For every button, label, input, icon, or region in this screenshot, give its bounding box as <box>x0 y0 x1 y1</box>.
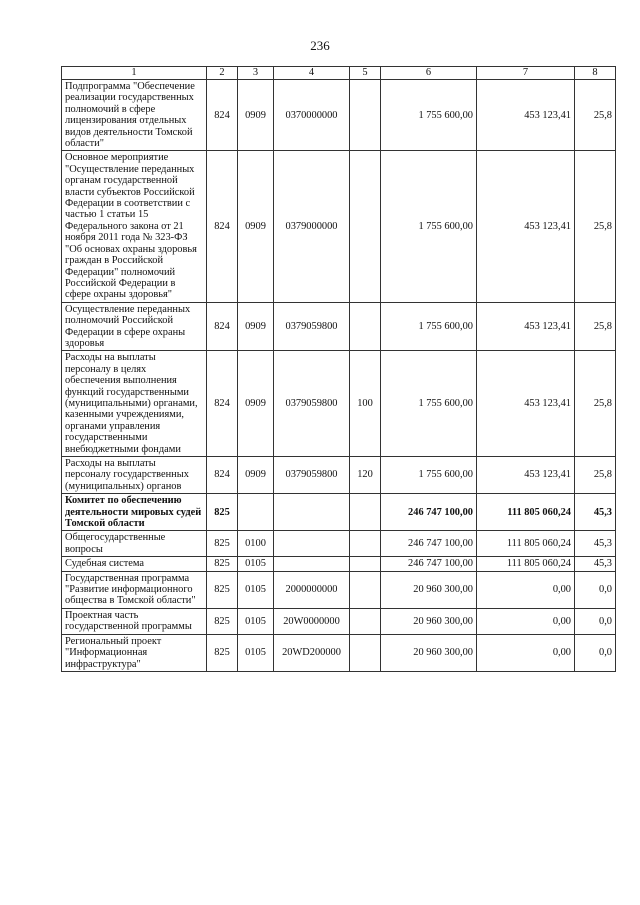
actual-amount-cell: 453 123,41 <box>477 80 575 151</box>
admin-code-cell: 825 <box>207 571 238 608</box>
section-code-cell: 0909 <box>238 302 274 351</box>
table-row <box>62 151 616 302</box>
admin-code-cell: 825 <box>207 557 238 571</box>
admin-code-cell: 825 <box>207 494 238 531</box>
target-code-cell: 2000000000 <box>274 571 350 608</box>
row-name-cell: Судебная система <box>62 557 207 571</box>
percent-cell: 25,8 <box>575 302 616 351</box>
row-name-cell: Расходы на выплаты персоналу государственных (муниципальных) органов <box>62 457 207 494</box>
plan-amount-cell: 1 755 600,00 <box>381 80 477 151</box>
table-row <box>62 351 616 457</box>
plan-amount-cell: 246 747 100,00 <box>381 494 477 531</box>
table-row <box>62 634 616 671</box>
table-row <box>62 80 616 151</box>
plan-amount-cell: 246 747 100,00 <box>381 557 477 571</box>
expense-type-cell <box>350 571 381 608</box>
actual-amount-cell: 453 123,41 <box>477 151 575 302</box>
header-cell: 3 <box>238 67 274 80</box>
plan-amount-cell: 1 755 600,00 <box>381 302 477 351</box>
budget-table <box>61 66 616 672</box>
percent-cell: 45,3 <box>575 557 616 571</box>
admin-code-cell: 825 <box>207 608 238 634</box>
section-code-cell: 0909 <box>238 151 274 302</box>
expense-type-cell <box>350 80 381 151</box>
plan-amount-cell: 246 747 100,00 <box>381 531 477 557</box>
table-header-row <box>62 67 616 80</box>
table-row <box>62 557 616 571</box>
header-cell: 1 <box>62 67 207 80</box>
table-row <box>62 494 616 531</box>
admin-code-cell: 824 <box>207 302 238 351</box>
table-row <box>62 457 616 494</box>
target-code-cell: 20WD200000 <box>274 634 350 671</box>
row-name-cell: Расходы на выплаты персоналу в целях обеспечения выполнения функций государственными (муниципальными) органами, казенными учреждениями, органами управления государственными внебюджетными фондами <box>62 351 207 457</box>
target-code-cell: 0379000000 <box>274 151 350 302</box>
percent-cell: 25,8 <box>575 457 616 494</box>
actual-amount-cell: 111 805 060,24 <box>477 557 575 571</box>
row-name-cell: Региональный проект "Информационная инфраструктура" <box>62 634 207 671</box>
header-cell: 4 <box>274 67 350 80</box>
section-code-cell: 0105 <box>238 557 274 571</box>
percent-cell: 45,3 <box>575 531 616 557</box>
target-code-cell: 0379059800 <box>274 302 350 351</box>
header-cell: 5 <box>350 67 381 80</box>
percent-cell: 25,8 <box>575 351 616 457</box>
expense-type-cell: 100 <box>350 351 381 457</box>
actual-amount-cell: 453 123,41 <box>477 457 575 494</box>
header-cell: 2 <box>207 67 238 80</box>
plan-amount-cell: 20 960 300,00 <box>381 571 477 608</box>
plan-amount-cell: 1 755 600,00 <box>381 457 477 494</box>
section-code-cell: 0909 <box>238 457 274 494</box>
section-code-cell: 0909 <box>238 80 274 151</box>
row-name-cell: Проектная часть государственной программы <box>62 608 207 634</box>
section-code-cell <box>238 494 274 531</box>
actual-amount-cell: 453 123,41 <box>477 302 575 351</box>
row-name-cell: Государственная программа "Развитие информационного общества в Томской области" <box>62 571 207 608</box>
actual-amount-cell: 0,00 <box>477 634 575 671</box>
table-row <box>62 608 616 634</box>
admin-code-cell: 824 <box>207 80 238 151</box>
percent-cell: 25,8 <box>575 151 616 302</box>
table-body <box>62 67 616 672</box>
plan-amount-cell: 20 960 300,00 <box>381 608 477 634</box>
target-code-cell: 0379059800 <box>274 351 350 457</box>
section-code-cell: 0909 <box>238 351 274 457</box>
section-code-cell: 0105 <box>238 634 274 671</box>
target-code-cell: 0379059800 <box>274 457 350 494</box>
percent-cell: 25,8 <box>575 80 616 151</box>
plan-amount-cell: 1 755 600,00 <box>381 151 477 302</box>
plan-amount-cell: 20 960 300,00 <box>381 634 477 671</box>
section-code-cell: 0100 <box>238 531 274 557</box>
actual-amount-cell: 0,00 <box>477 608 575 634</box>
header-cell: 8 <box>575 67 616 80</box>
row-name-cell: Осуществление переданных полномочий Российской Федерации в сфере охраны здоровья <box>62 302 207 351</box>
expense-type-cell <box>350 494 381 531</box>
header-cell: 7 <box>477 67 575 80</box>
admin-code-cell: 825 <box>207 531 238 557</box>
admin-code-cell: 824 <box>207 151 238 302</box>
percent-cell: 0,0 <box>575 634 616 671</box>
target-code-cell <box>274 531 350 557</box>
plan-amount-cell: 1 755 600,00 <box>381 351 477 457</box>
percent-cell: 0,0 <box>575 608 616 634</box>
admin-code-cell: 824 <box>207 351 238 457</box>
expense-type-cell <box>350 531 381 557</box>
row-name-cell: Основное мероприятие "Осуществление переданных органам государственной власти субъектов Российской Федерации в соответствии с частью 1 статьи 15 Федерального закона от 21 ноября 2011 года № 323-ФЗ "Об основах охраны здоровья граждан в Российской Федерации" полномочий Российской Федерации в сфере охраны здоровья" <box>62 151 207 302</box>
section-code-cell: 0105 <box>238 571 274 608</box>
row-name-cell: Общегосударственные вопросы <box>62 531 207 557</box>
percent-cell: 45,3 <box>575 494 616 531</box>
header-cell: 6 <box>381 67 477 80</box>
target-code-cell: 20W0000000 <box>274 608 350 634</box>
expense-type-cell <box>350 557 381 571</box>
actual-amount-cell: 111 805 060,24 <box>477 531 575 557</box>
admin-code-cell: 824 <box>207 457 238 494</box>
page-number: 236 <box>310 38 330 53</box>
expense-type-cell <box>350 151 381 302</box>
table-row <box>62 302 616 351</box>
target-code-cell <box>274 494 350 531</box>
row-name-cell: Комитет по обеспечению деятельности мировых судей Томской области <box>62 494 207 531</box>
section-code-cell: 0105 <box>238 608 274 634</box>
expense-type-cell <box>350 634 381 671</box>
percent-cell: 0,0 <box>575 571 616 608</box>
actual-amount-cell: 0,00 <box>477 571 575 608</box>
expense-type-cell <box>350 608 381 634</box>
expense-type-cell: 120 <box>350 457 381 494</box>
target-code-cell: 0370000000 <box>274 80 350 151</box>
actual-amount-cell: 111 805 060,24 <box>477 494 575 531</box>
target-code-cell <box>274 557 350 571</box>
table-row <box>62 571 616 608</box>
admin-code-cell: 825 <box>207 634 238 671</box>
table-row <box>62 531 616 557</box>
actual-amount-cell: 453 123,41 <box>477 351 575 457</box>
expense-type-cell <box>350 302 381 351</box>
row-name-cell: Подпрограмма "Обеспечение реализации государственных полномочий в сфере лицензирования отдельных видов деятельности Томской области" <box>62 80 207 151</box>
